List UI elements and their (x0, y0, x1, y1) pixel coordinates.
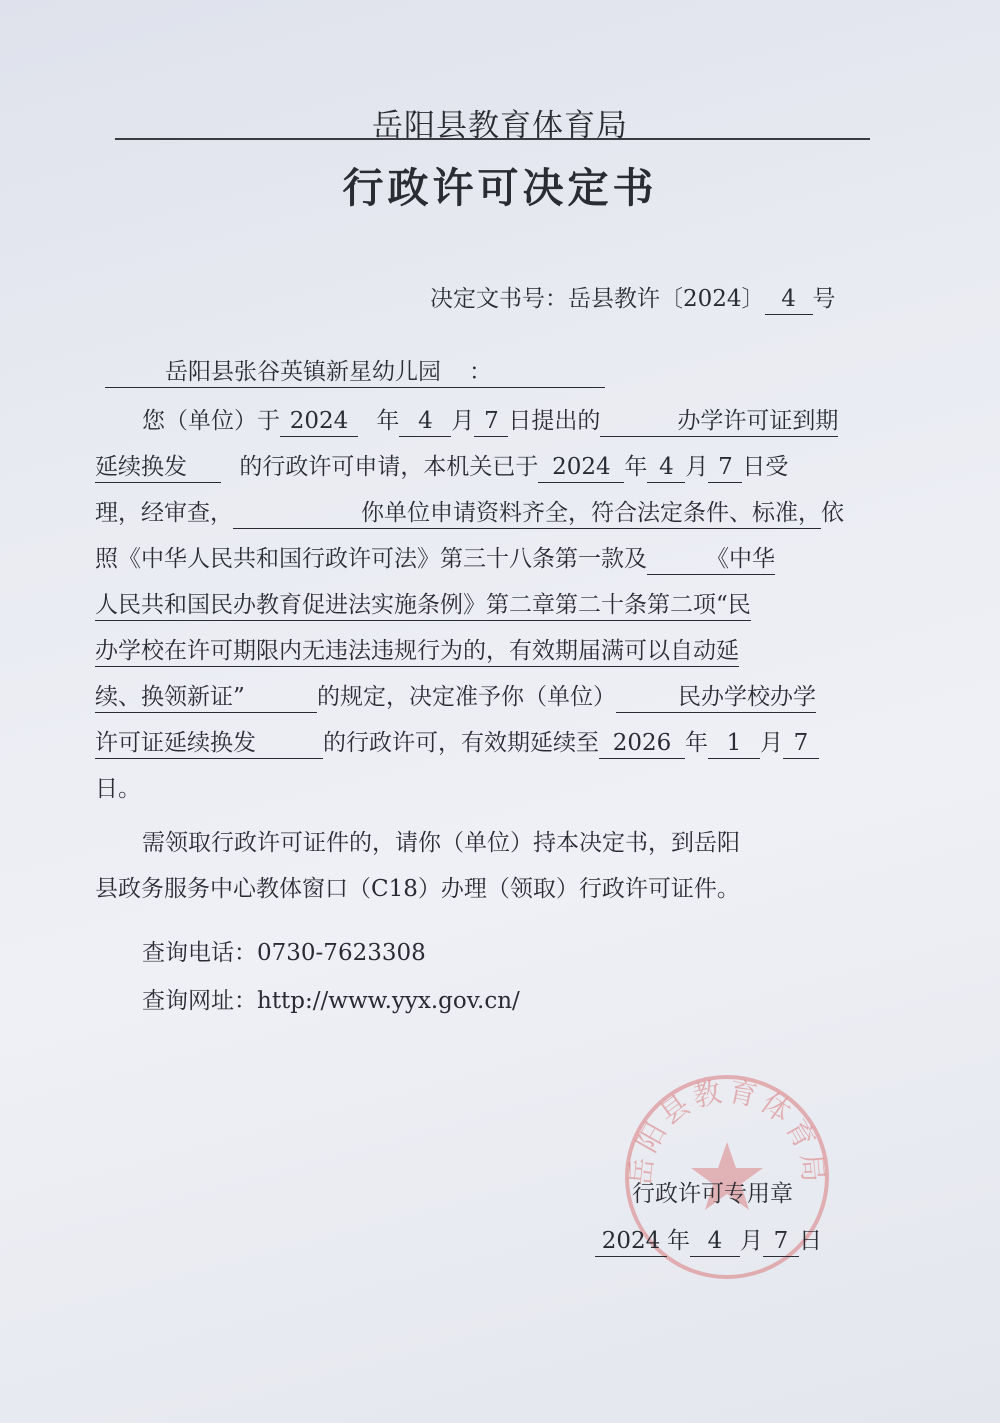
decision-number-value: 4 (765, 285, 813, 315)
issuer-name: 岳阳县教育体育局 (372, 108, 628, 144)
accept-year: 2024 (538, 453, 624, 483)
contact-website (142, 982, 520, 1015)
document-title: 行政许可决定书 (342, 164, 658, 212)
body-line (95, 582, 895, 628)
valid-year: 2026 (599, 729, 685, 759)
body-line: 需领取行政许可证件的，请你（单位）持本决定书，到岳阳 (142, 830, 740, 856)
application-item-cont: 延续换发 (95, 453, 221, 483)
legal-basis-cont: 人民共和国民办教育促进法实施条例》第二章第二十条第二项“民 (95, 591, 751, 621)
body-line: 许可证延续换发 的行政许可，有效期延续至 2026 年 1 月 7 (95, 720, 895, 766)
body-line: 延续换发 的行政许可申请，本机关已于 2024 年 4 月 7 日受 (95, 444, 895, 490)
granted-item: 民办学校办学 (616, 683, 816, 713)
contact-phone-value: 0730-7623308 (257, 940, 426, 966)
valid-day: 7 (783, 729, 819, 759)
accept-day: 7 (708, 453, 742, 483)
contact-website-label: 查询网址： (142, 988, 257, 1014)
review-result: 你单位申请资料齐全，符合法定条件、标准， (233, 499, 821, 529)
body-line: 日。 (95, 776, 141, 802)
valid-month: 1 (708, 729, 760, 759)
issue-day: 7 (763, 1227, 799, 1257)
contact-phone (142, 934, 426, 967)
body-line: 县政务服务中心教体窗口（C18）办理（领取）行政许可证件。 (95, 876, 740, 902)
body-line: 续、换领新证” 的规定，决定准予你（单位） 民办学校办学 (95, 674, 895, 720)
legal-basis: 《中华 (647, 545, 775, 575)
body-line (95, 628, 895, 674)
decision-body (95, 398, 895, 912)
header-divider (115, 138, 870, 140)
application-item: 办学许可证到期 (600, 407, 838, 437)
issue-month: 4 (690, 1227, 740, 1257)
seal-label: 行政许可专用章 (632, 1181, 793, 1207)
seal-text: 岳阳县教育体育局 (623, 1074, 831, 1188)
issue-date: 2024 年 4 月 7 日 (595, 1222, 822, 1257)
body-line: 您（单位）于 2024 年 4 月 7 日提出的 办学许可证到期 (95, 398, 895, 444)
apply-month: 4 (399, 407, 451, 437)
recipient (105, 358, 605, 388)
decision-number (430, 280, 836, 315)
apply-day: 7 (474, 407, 508, 437)
recipient-name: 岳阳县张谷英镇新星幼儿园 ： (105, 358, 605, 388)
legal-basis-cont: 办学校在许可期限内无违法违规行为的，有效期届满可以自动延 (95, 637, 739, 667)
body-line: 照《中华人民共和国行政许可法》第三十八条第一款及 《中华 (95, 536, 895, 582)
issue-year: 2024 (595, 1227, 667, 1257)
contact-website-url: http://www.yyx.gov.cn/ (257, 988, 520, 1014)
apply-year: 2024 (280, 407, 358, 437)
accept-month: 4 (647, 453, 685, 483)
decision-number-label: 决定文书号：岳县教许〔2024〕 (430, 286, 765, 312)
contact-phone-label: 查询电话： (142, 940, 257, 966)
legal-basis-cont: 续、换领新证” (95, 683, 317, 713)
decision-number-suffix: 号 (812, 286, 836, 312)
body-line: 理，经审查， 你单位申请资料齐全，符合法定条件、标准，依 (95, 490, 895, 536)
granted-item-cont: 许可证延续换发 (95, 729, 323, 759)
